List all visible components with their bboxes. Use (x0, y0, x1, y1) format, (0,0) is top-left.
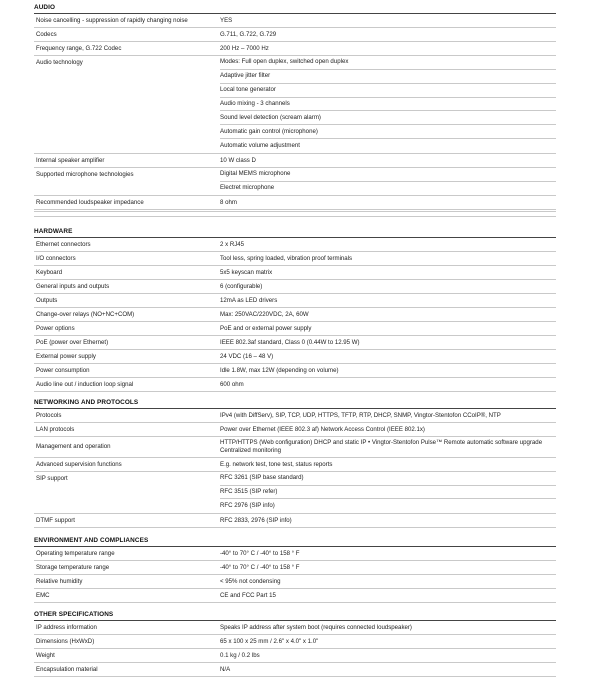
spec-row-general-inputs-and-outputs (34, 280, 556, 294)
section-title-other-specifications: OTHER SPECIFICATIONS (34, 607, 556, 621)
spec-key: Frequency range, G.722 Codec (36, 44, 122, 52)
spec-value: CE and FCC Part 15 (220, 591, 276, 599)
spec-value: YES (220, 16, 233, 24)
spec-value: E.g. network test, tone test, status reports (220, 460, 333, 468)
spec-row-outputs (34, 294, 556, 308)
spec-key: Encapsulation material (36, 665, 98, 673)
spec-values (219, 28, 556, 41)
spec-row-lan-protocols (34, 423, 556, 437)
spec-row-dimensions-hxwxd (34, 635, 556, 649)
spec-row-codecs (34, 28, 556, 42)
spec-value: 200 Hz – 7000 Hz (220, 44, 269, 52)
spec-values (219, 154, 556, 167)
spec-row-ethernet-connectors (34, 238, 556, 252)
spec-key: SIP support (36, 475, 68, 482)
spec-values (219, 409, 556, 422)
spec-row-power-consumption (34, 364, 556, 378)
spec-row-emc (34, 589, 556, 603)
spec-row-i-o-connectors (34, 252, 556, 266)
section-title-environment-and-compliances: ENVIRONMENT AND COMPLIANCES (34, 533, 556, 547)
spec-row-dtmf-support (34, 514, 556, 528)
section-spacer (34, 212, 556, 217)
spec-row-sip-support (34, 472, 556, 514)
spec-key: Change-over relays (NO+NC+COM) (36, 310, 135, 318)
spec-values (219, 621, 556, 634)
spec-row-internal-speaker-amplifier (34, 154, 556, 168)
spec-value: -40° to 70° C / -40° to 158 ° F (220, 549, 300, 557)
spec-key: Weight (36, 651, 55, 659)
spec-values (219, 472, 556, 513)
spec-row-advanced-supervision-functions (34, 458, 556, 472)
spec-row-weight (34, 649, 556, 663)
spec-value: PoE and or external power supply (220, 324, 312, 332)
spec-row-poe-power-over-ethernet (34, 336, 556, 350)
spec-key: Power consumption (36, 366, 90, 374)
spec-key: I/O connectors (36, 254, 76, 262)
spec-value: Power over Ethernet (IEEE 802.3 af) Network Access Control (IEEE 802.1x) (220, 425, 425, 433)
spec-row-supported-microphone-technologies (34, 168, 556, 196)
spec-values (219, 575, 556, 588)
spec-key: Recommended loudspeaker impedance (36, 198, 144, 206)
spec-values (219, 322, 556, 335)
spec-key: DTMF support (36, 516, 75, 524)
spec-value: 2 x RJ45 (220, 240, 245, 248)
spec-value: RFC 2833, 2976 (SIP info) (220, 516, 292, 524)
spec-value: Audio mixing - 3 channels (220, 98, 556, 112)
spec-key: EMC (36, 591, 50, 599)
spec-values (219, 168, 556, 195)
spec-value: 6 (configurable) (220, 282, 263, 290)
spec-values (219, 514, 556, 527)
spec-key: IP address information (36, 623, 97, 631)
spec-values (219, 14, 556, 27)
spec-row-encapsulation-material (34, 663, 556, 677)
spec-key: Advanced supervision functions (36, 460, 122, 468)
spec-row-relative-humidity (34, 575, 556, 589)
spec-values (219, 423, 556, 436)
spec-key: Noise cancelling - suppression of rapidly changing noise (36, 16, 188, 24)
spec-key: Internal speaker amplifier (36, 156, 105, 164)
spec-values (219, 266, 556, 279)
spec-row-external-power-supply (34, 350, 556, 364)
spec-row-change-over-relays-no-nc-com (34, 308, 556, 322)
spec-key: Storage temperature range (36, 563, 110, 571)
spec-values (219, 42, 556, 55)
spec-values (219, 350, 556, 363)
section-spacer (34, 206, 556, 212)
spec-row-ip-address-information (34, 621, 556, 635)
spec-value: RFC 2976 (SIP info) (220, 502, 275, 510)
spec-row-protocols (34, 409, 556, 423)
spec-value: 24 VDC (16 – 48 V) (220, 352, 274, 360)
spec-value: Sound level detection (scream alarm) (220, 111, 556, 125)
spec-key: PoE (power over Ethernet) (36, 338, 109, 346)
spec-value: Electret microphone (220, 184, 275, 192)
spec-value: HTTP/HTTPS (Web configuration) DHCP and static IP • Vingtor-Stentofon Pulse™ Remote automatic software upgrade Centralized monitoring (220, 439, 543, 454)
spec-row-audio-technology (34, 56, 556, 154)
spec-value: 10 W class D (220, 156, 256, 164)
spec-values (219, 589, 556, 602)
spec-values (219, 238, 556, 251)
spec-key: Protocols (36, 411, 62, 419)
spec-value: RFC 3261 (SIP base standard) (220, 472, 556, 486)
section-title-audio: AUDIO (34, 0, 556, 14)
spec-key: Ethernet connectors (36, 240, 91, 248)
spec-key: Keyboard (36, 268, 63, 276)
spec-key: Audio technology (36, 59, 83, 66)
spec-values (219, 294, 556, 307)
spec-key: Audio line out / induction loop signal (36, 380, 134, 388)
spec-values (219, 663, 556, 676)
spec-value: Max: 250VAC/220VDC, 2A, 60W (220, 310, 309, 318)
spec-values (219, 308, 556, 321)
spec-value: Speaks IP address after system boot (requires connected loudspeaker) (220, 623, 412, 631)
spec-key: Supported microphone technologies (36, 171, 134, 178)
spec-values (219, 437, 556, 457)
spec-value: 12mA as LED drivers (220, 296, 278, 304)
spec-values (219, 635, 556, 648)
spec-row-management-and-operation (34, 437, 556, 458)
spec-value: 8 ohm (220, 198, 237, 206)
spec-values (219, 252, 556, 265)
spec-value: IPv4 (with DiffServ), SIP, TCP, UDP, HTTPS, TFTP, RTP, DHCP, SNMP, Vingtor-Stentofon CCoIP®, NTP (220, 411, 501, 419)
spec-value: IEEE 802.3af standard, Class 0 (0.44W to 12.95 W) (220, 338, 360, 346)
spec-values (219, 280, 556, 293)
spec-values (219, 364, 556, 377)
spec-key: Dimensions (HxWxD) (36, 637, 95, 645)
spec-value: Automatic volume adjustment (220, 142, 300, 150)
spec-row-noise-cancelling-suppression-of-rapidly-changing-noise (34, 14, 556, 28)
spec-row-storage-temperature-range (34, 561, 556, 575)
spec-key: General inputs and outputs (36, 282, 110, 290)
spec-value: Automatic gain control (microphone) (220, 125, 556, 139)
spec-values (219, 561, 556, 574)
spec-value: Local tone generator (220, 84, 556, 98)
spec-value: Tool less, spring loaded, vibration proof terminals (220, 254, 353, 262)
spec-row-power-options (34, 322, 556, 336)
spec-key: Codecs (36, 30, 57, 38)
spec-values (219, 336, 556, 349)
spec-value: 5x5 keyscan matrix (220, 268, 273, 276)
spec-values (219, 547, 556, 560)
spec-values (219, 458, 556, 471)
spec-key: LAN protocols (36, 425, 75, 433)
spec-row-operating-temperature-range (34, 547, 556, 561)
spec-value: Modes: Full open duplex, switched open duplex (220, 56, 556, 70)
spec-value: < 95% not condensing (220, 577, 281, 585)
spec-key: External power supply (36, 352, 96, 360)
spec-value: G.711, G.722, G.729 (220, 30, 277, 38)
section-title-hardware: HARDWARE (34, 224, 556, 238)
spec-value: Adaptive jitter filter (220, 70, 556, 84)
spec-value: -40° to 70° C / -40° to 158 ° F (220, 563, 300, 571)
spec-value: N/A (220, 665, 231, 673)
spec-key: Operating temperature range (36, 549, 115, 557)
spec-key: Relative humidity (36, 577, 83, 585)
spec-value: 65 x 100 x 25 mm / 2.6" x 4.0" x 1.0" (220, 637, 319, 645)
spec-value: Digital MEMS microphone (220, 168, 556, 182)
spec-values (219, 649, 556, 662)
spec-row-keyboard (34, 266, 556, 280)
spec-row-frequency-range-g-722-codec (34, 42, 556, 56)
spec-value: RFC 3515 (SIP refer) (220, 486, 556, 500)
section-title-networking-and-protocols: NETWORKING AND PROTOCOLS (34, 395, 556, 409)
spec-row-audio-line-out-induction-loop-signal (34, 378, 556, 392)
spec-key: Outputs (36, 296, 58, 304)
spec-key: Power options (36, 324, 75, 332)
spec-value: 0.1 kg / 0.2 lbs (220, 651, 260, 659)
spec-key: Management and operation (36, 443, 111, 450)
spec-value: Idle 1.8W, max 12W (depending on volume) (220, 366, 339, 374)
spec-values (219, 378, 556, 391)
spec-values (219, 56, 556, 153)
spec-value: 600 ohm (220, 380, 244, 388)
